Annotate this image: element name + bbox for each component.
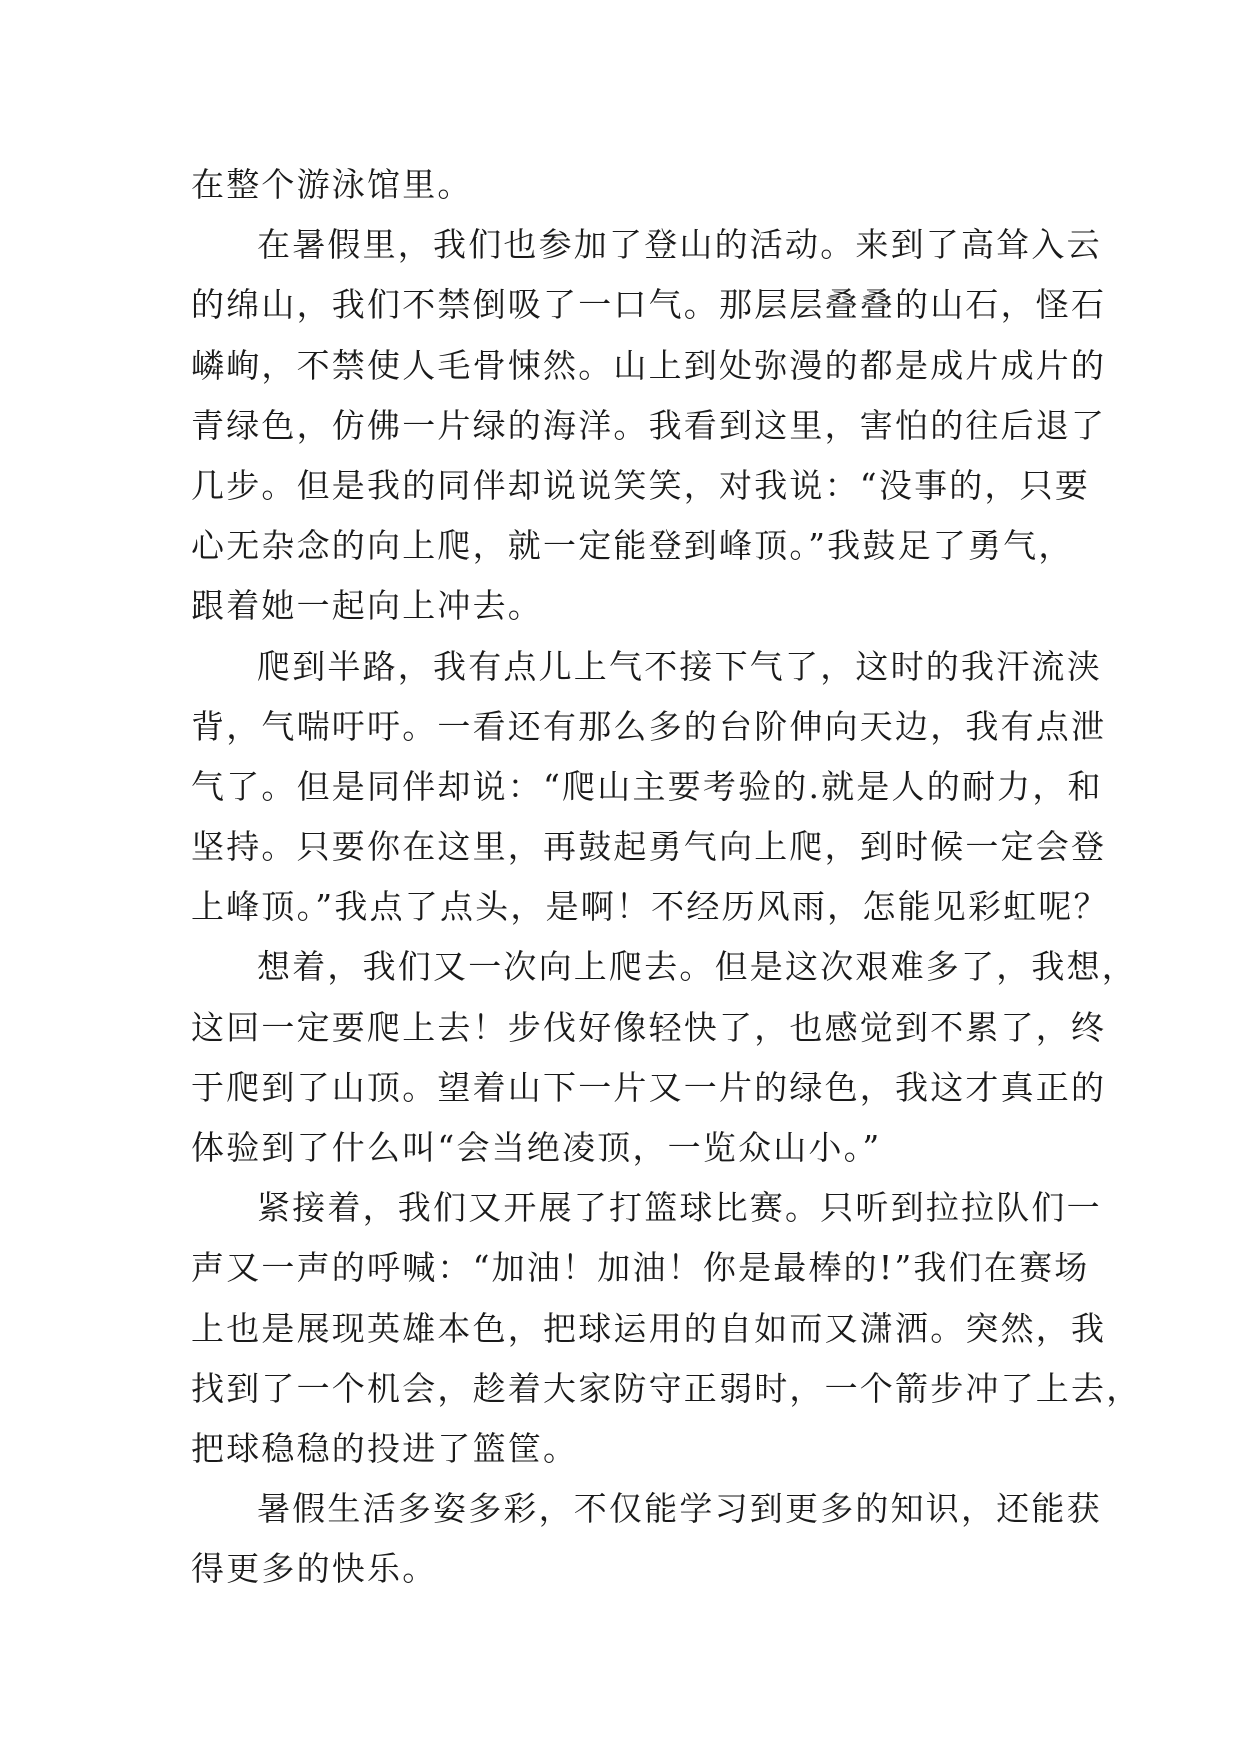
- text-line: 声又一声的呼喊：“加油！加油！你是最棒的!”我们在赛场: [191, 1248, 1090, 1288]
- text-line: 想着，我们又一次向上爬去。但是这次艰难多了，我想，: [257, 947, 1137, 987]
- text-line: 青绿色，仿佛一片绿的海洋。我看到这里，害怕的往后退了: [191, 405, 1107, 445]
- text-line: 在暑假里，我们也参加了登山的活动。来到了高耸入云: [257, 225, 1102, 265]
- text-line: 于爬到了山顶。望着山下一片又一片的绿色，我这才真正的: [191, 1067, 1107, 1107]
- text-line: 气了。但是同伴却说：“爬山主要考验的.就是人的耐力，和: [191, 766, 1103, 806]
- text-line: 几步。但是我的同伴却说说笑笑，对我说：“没事的，只要: [191, 465, 1091, 505]
- text-line: 嶙峋，不禁使人毛骨悚然。山上到处弥漫的都是成片成片的: [191, 345, 1107, 385]
- text-line: 上峰顶。”我点了点头，是啊！不经历风雨，怎能见彩虹呢？: [191, 887, 1109, 927]
- text-line: 这回一定要爬上去！步伐好像轻快了，也感觉到不累了，终: [191, 1007, 1107, 1047]
- text-line: 暑假生活多姿多彩，不仅能学习到更多的知识，还能获: [257, 1489, 1102, 1529]
- text-line: 心无杂念的向上爬，就一定能登到峰顶。”我鼓足了勇气，: [191, 526, 1074, 566]
- text-line: 紧接着，我们又开展了打篮球比赛。只听到拉拉队们一: [257, 1188, 1102, 1228]
- text-line: 上也是展现英雄本色，把球运用的自如而又潇洒。突然，我: [191, 1308, 1107, 1348]
- text-line: 背，气喘吁吁。一看还有那么多的台阶伸向天边，我有点泄: [191, 706, 1107, 746]
- text-line: 跟着她一起向上冲去。: [191, 586, 543, 626]
- text-line: 找到了一个机会，趁着大家防守正弱时，一个箭步冲了上去，: [191, 1368, 1142, 1408]
- text-line: 爬到半路，我有点儿上气不接下气了，这时的我汗流浃: [257, 646, 1102, 686]
- text-line: 把球稳稳的投进了篮筐。: [191, 1428, 579, 1468]
- text-line: 得更多的快乐。: [191, 1549, 438, 1589]
- text-line: 在整个游泳馆里。: [191, 165, 473, 204]
- essay-body: [191, 155, 1142, 1600]
- text-line: 体验到了什么叫“会当绝凌顶，一览众山小。”: [191, 1128, 882, 1167]
- text-line: 坚持。只要你在这里，再鼓起勇气向上爬，到时候一定会登: [191, 827, 1107, 867]
- text-line: 的绵山，我们不禁倒吸了一口气。那层层叠叠的山石，怪石: [191, 285, 1107, 325]
